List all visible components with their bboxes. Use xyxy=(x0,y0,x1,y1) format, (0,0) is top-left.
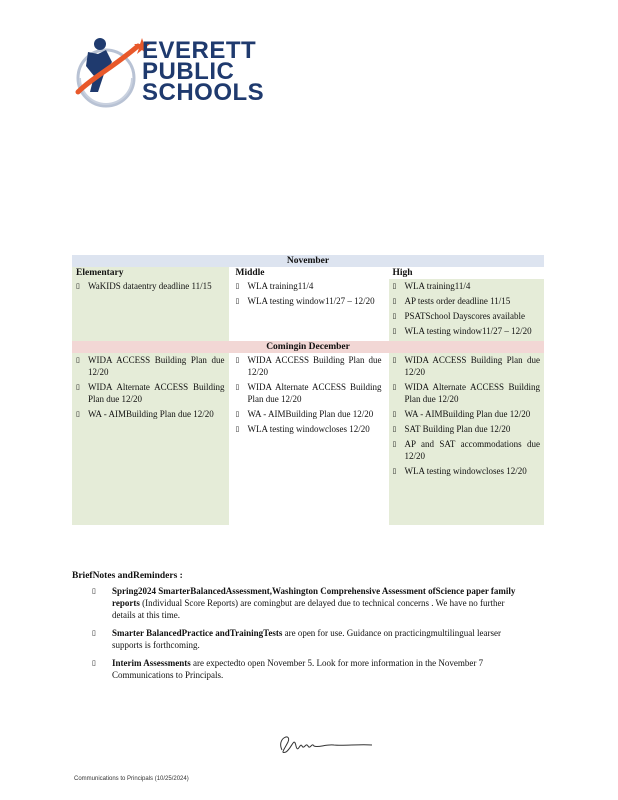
schedule-item-text: WA - AIMBuilding Plan due 12/20 xyxy=(404,409,531,419)
schedule-table xyxy=(72,255,544,525)
schedule-item-text: AP and SAT accommodations due 12/20 xyxy=(404,439,541,461)
schedule-item xyxy=(76,354,225,378)
bullet-icon: ▯ xyxy=(76,356,80,364)
bullet-icon: ▯ xyxy=(235,297,240,305)
note-rest-text: (Individual Score Reports) are comingbut are delayed due to technical concerns . We have no further details at this time. xyxy=(112,598,505,620)
signature-image xyxy=(274,728,374,758)
note-bold-text: Spring2024 SmarterBalancedAssessment,Washington Comprehensive Assessment ofScience paper family reports xyxy=(112,586,516,608)
bullet-icon: ▯ xyxy=(92,629,96,637)
bullet-icon: ▯ xyxy=(392,356,397,364)
bullet-icon: ▯ xyxy=(392,425,397,433)
schedule-item-text: WIDA Alternate ACCESS Building Plan due 12/20 xyxy=(404,382,541,404)
schedule-item-text: WIDA ACCESS Building Plan due 12/20 xyxy=(247,355,382,377)
bullet-icon: ▯ xyxy=(235,282,240,290)
logo-line-2: PUBLIC xyxy=(142,58,235,85)
schedule-item xyxy=(76,408,225,420)
bullet-icon: ▯ xyxy=(392,297,397,305)
note-item xyxy=(72,585,522,621)
bullet-icon: ▯ xyxy=(235,410,240,418)
coming-header-row xyxy=(72,341,544,353)
note-bold-text: Smarter BalancedPractice andTrainingTests xyxy=(112,628,283,638)
bullet-icon: ▯ xyxy=(392,312,397,320)
footer-text: Communications to Principals (10/25/2024) xyxy=(74,776,189,782)
schedule-item xyxy=(236,381,382,405)
brief-notes xyxy=(72,571,522,687)
note-bold-text: Interim Assessments xyxy=(112,658,191,668)
november-row xyxy=(72,279,544,341)
bullet-icon: ▯ xyxy=(392,410,397,418)
december-high-cell xyxy=(387,353,544,525)
december-row xyxy=(72,353,544,525)
schedule-item xyxy=(76,280,225,292)
schedule-item xyxy=(236,423,382,435)
note-item xyxy=(72,627,522,651)
schedule-item-text: WIDA Alternate ACCESS Building Plan due 12/20 xyxy=(247,382,382,404)
schedule-item-text: WIDA ACCESS Building Plan due 12/20 xyxy=(88,355,225,377)
schedule-item xyxy=(236,295,382,307)
schedule-item-text: WLA testing windowcloses 12/20 xyxy=(404,466,527,476)
col-header-elementary: Elementary xyxy=(72,267,230,279)
bullet-icon: ▯ xyxy=(92,659,96,667)
bullet-icon: ▯ xyxy=(392,440,397,448)
logo-figure-icon xyxy=(72,34,152,112)
bullet-icon: ▯ xyxy=(392,383,397,391)
schedule-item xyxy=(236,280,382,292)
november-elementary-cell xyxy=(72,279,230,341)
schedule-item-text: WA - AIMBuilding Plan due 12/20 xyxy=(88,409,214,419)
schedule-item-text: WLA training11/4 xyxy=(247,281,314,291)
schedule-item xyxy=(393,465,541,477)
schedule-item xyxy=(393,381,541,405)
bullet-icon: ▯ xyxy=(76,410,80,418)
bullet-icon: ▯ xyxy=(92,587,96,595)
december-middle-cell xyxy=(230,353,387,525)
schedule-item xyxy=(393,423,541,435)
bullet-icon: ▯ xyxy=(235,356,240,364)
bullet-icon: ▯ xyxy=(392,467,397,475)
schedule-item xyxy=(393,354,541,378)
schedule-item-text: WLA testing windowcloses 12/20 xyxy=(247,424,370,434)
schedule-item-text: WaKIDS dataentry deadline 11/15 xyxy=(88,281,212,291)
logo-line-3: SCHOOLS xyxy=(142,79,265,106)
schedule-item-text: WLA training11/4 xyxy=(404,281,471,291)
notes-list xyxy=(72,585,522,681)
logo-line-1: EVERETT xyxy=(142,37,257,64)
november-high-cell xyxy=(387,279,544,341)
month-label: November xyxy=(72,255,544,267)
schedule-item-text: WA - AIMBuilding Plan due 12/20 xyxy=(247,409,374,419)
schedule-item-text: WLA testing window11/27 – 12/20 xyxy=(247,296,375,306)
bullet-icon: ▯ xyxy=(235,425,240,433)
column-header-row xyxy=(72,267,544,279)
note-item xyxy=(72,657,522,681)
bullet-icon: ▯ xyxy=(235,383,240,391)
note-rest-text: are open for use. Guidance on practicingmultilingual learser supports is forthcoming. xyxy=(112,628,501,650)
note-rest-text: are expectedto open November 5. Look for more information in the November 7 Communications to Principals. xyxy=(112,658,484,680)
schedule-item xyxy=(393,310,541,322)
logo-wordmark xyxy=(142,37,265,106)
schedule-item-text: WIDA ACCESS Building Plan due 12/20 xyxy=(404,355,541,377)
schedule-item xyxy=(393,408,541,420)
schedule-item xyxy=(236,354,382,378)
schedule-item-text: WLA testing window11/27 – 12/20 xyxy=(404,326,532,336)
col-header-middle: Middle xyxy=(230,267,387,279)
month-header-row xyxy=(72,255,544,267)
notes-title: BriefNotes andReminders : xyxy=(72,571,183,581)
coming-label: Comingin December xyxy=(72,341,544,353)
schedule-item-text: AP tests order deadline 11/15 xyxy=(404,296,511,306)
schedule-item xyxy=(76,381,225,405)
bullet-icon: ▯ xyxy=(392,327,397,335)
col-header-high: High xyxy=(387,267,544,279)
december-elementary-cell xyxy=(72,353,230,525)
schedule-item xyxy=(236,408,382,420)
schedule-item xyxy=(393,280,541,292)
schedule-item xyxy=(393,438,541,462)
schedule-item xyxy=(393,325,541,337)
november-middle-cell xyxy=(230,279,387,341)
schedule-item-text: WIDA Alternate ACCESS Building Plan due 12/20 xyxy=(88,382,225,404)
schedule-item xyxy=(393,295,541,307)
schedule-item-text: SAT Building Plan due 12/20 xyxy=(404,424,511,434)
bullet-icon: ▯ xyxy=(392,282,397,290)
schedule-item-text: PSATSchool Dayscores available xyxy=(404,311,525,321)
bullet-icon: ▯ xyxy=(76,282,80,290)
bullet-icon: ▯ xyxy=(76,383,80,391)
